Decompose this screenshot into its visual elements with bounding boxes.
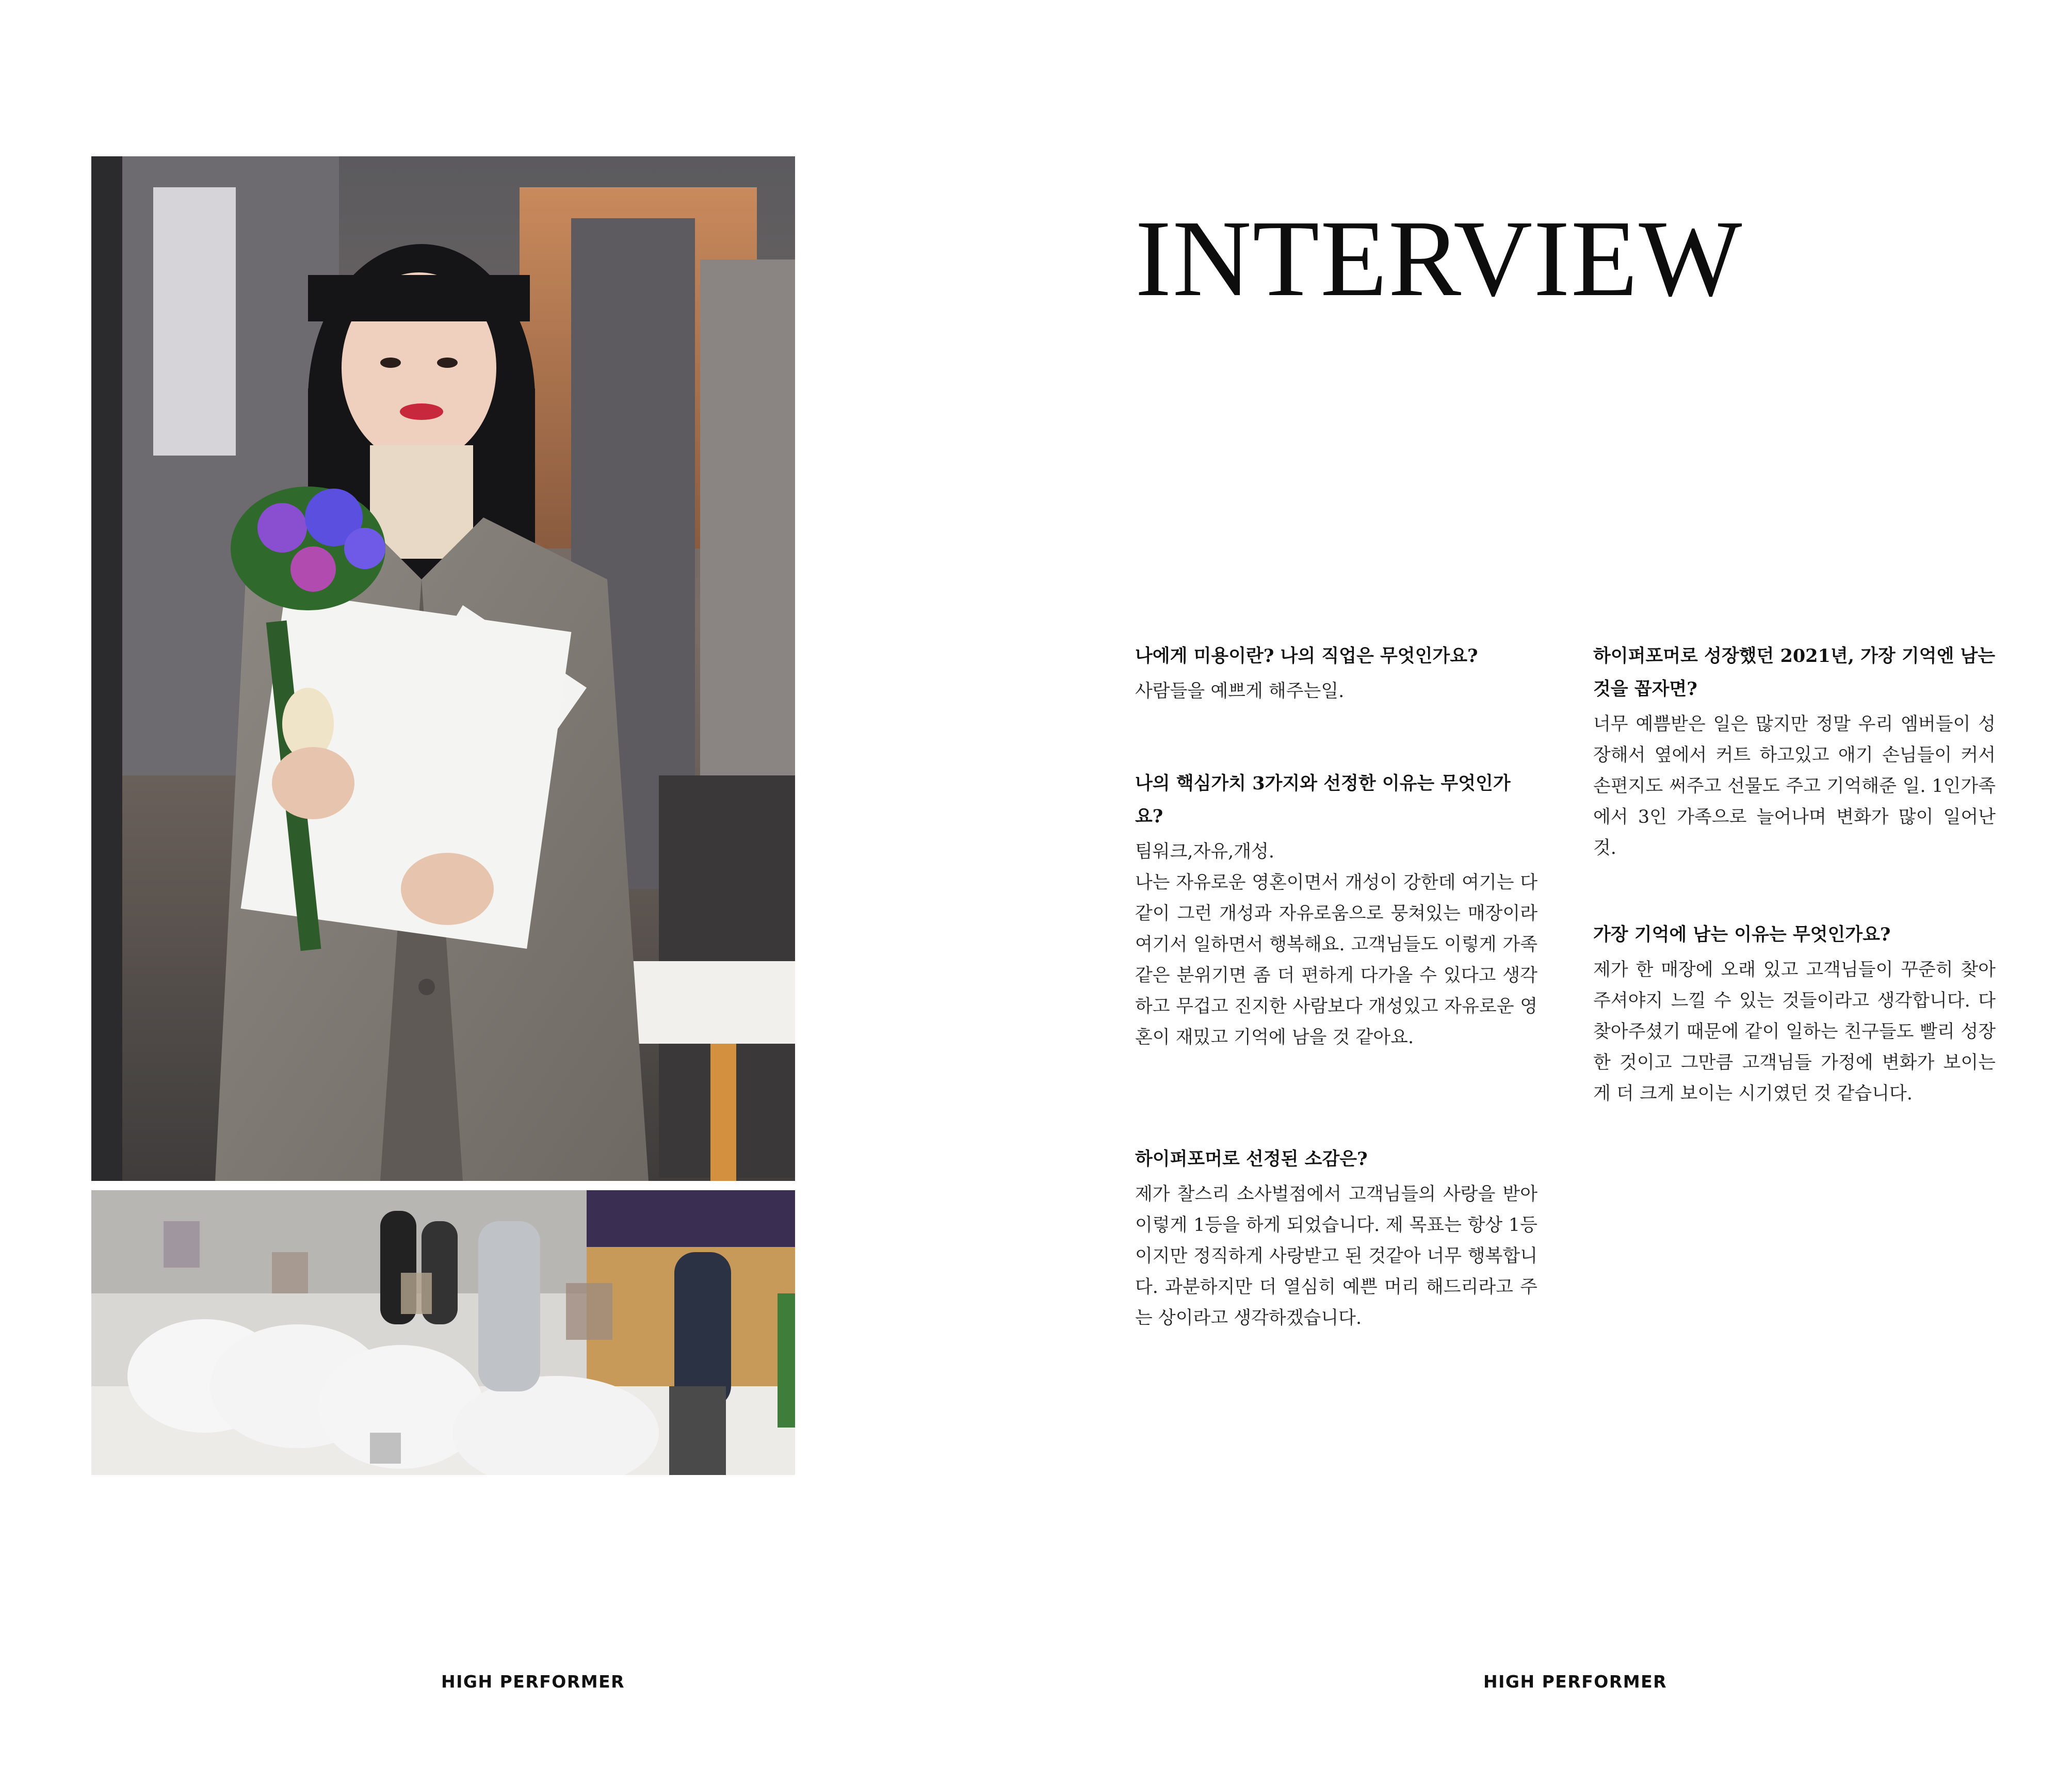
interview-question: 하이퍼포머로 성장했던 2021년, 가장 기억엔 남는 것을 꼽자면? [1593, 645, 1996, 700]
interview-answer: 사람들을 예쁘게 해주는일. [1135, 681, 1345, 702]
interview-question: 나에게 미용이란? 나의 직업은 무엇인가요? [1135, 645, 1478, 667]
interview-answer: 너무 예쁨받은 일은 많지만 정말 우리 엠버들이 성장해서 옆에서 커트 하고있고 애기 손님들이 커서 손편지도 써주고 선물도 주고 기억해준 일. 1인가족에서 3인 가족으로 늘어나며 변화가 많이 일어난 것. [1593, 714, 1996, 858]
interview-item [1135, 767, 1537, 1053]
interview-question: 가장 기억에 남는 이유는 무엇인가요? [1593, 924, 1891, 945]
interview-item [1593, 918, 1996, 1109]
interview-item [1593, 640, 1996, 864]
page-title: INTERVIEW [1135, 198, 1743, 319]
portrait-photo [91, 156, 795, 1181]
interview-item [1135, 1143, 1537, 1334]
salon-photo [91, 1190, 795, 1475]
footer-left-label: HIGH PERFORMER [441, 1672, 625, 1692]
interview-answer: 팀워크,자유,개성. 나는 자유로운 영혼이면서 개성이 강한데 여기는 다같이 그런 개성과 자유로움으로 뭉쳐있는 매장이라 여기서 일하면서 행복해요. 고객님들도 이렇게 가족같은 분위기면 좀 더 편하게 다가올 수 있다고 생각하고 무겁고 진지한 사람보다 개성있고 자유로운 영혼이 재밌고 기억에 남을 것 같아요. [1135, 841, 1537, 1048]
interview-question: 하이퍼포머로 선정된 소감은? [1135, 1148, 1368, 1170]
interview-answer: 제가 한 매장에 오래 있고 고객님들이 꾸준히 찾아 주셔야지 느낄 수 있는 것들이라고 생각합니다. 다 찾아주셨기 때문에 같이 일하는 친구들도 빨리 성장한 것이고 그만큼 고객님들 가정에 변화가 보이는 게 더 크게 보이는 시기였던 것 같습니다. [1593, 960, 1996, 1104]
footer-right-label: HIGH PERFORMER [1483, 1672, 1668, 1692]
interview-answer: 제가 찰스리 소사벌점에서 고객님들의 사랑을 받아 이렇게 1등을 하게 되었습니다. 제 목표는 항상 1등이지만 정직하게 사랑받고 된 것같아 너무 행복합니다. 과분하지만 더 열심히 예쁜 머리 해드리라고 주는 상이라고 생각하겠습니다. [1135, 1184, 1537, 1328]
interview-item [1135, 640, 1537, 707]
interview-question: 나의 핵심가치 3가지와 선정한 이유는 무엇인가요? [1135, 773, 1511, 827]
